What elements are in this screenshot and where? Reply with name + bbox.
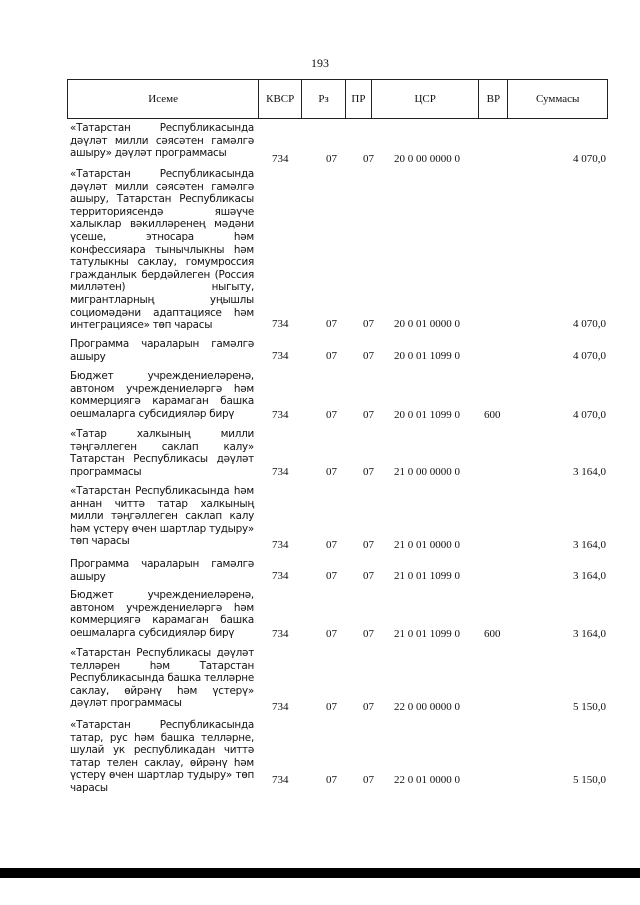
- row-vr: 600: [484, 409, 501, 421]
- row-pr: 07: [363, 570, 374, 582]
- row-rz: 07: [326, 539, 337, 551]
- row-csr: 20 0 00 0000 0: [394, 153, 460, 165]
- table-row: [67, 558, 608, 586]
- row-csr: 20 0 01 1099 0: [394, 350, 460, 362]
- table-row: [67, 370, 608, 424]
- row-kvsr: 734: [272, 701, 289, 713]
- header-vr: ВР: [479, 80, 508, 118]
- row-rz: 07: [326, 466, 337, 478]
- table-row: [67, 647, 608, 715]
- row-sum: 4 070,0: [573, 318, 606, 330]
- row-pr: 07: [363, 153, 374, 165]
- header-name: Исеме: [68, 80, 259, 118]
- row-sum: 3 164,0: [573, 466, 606, 478]
- table-row: [67, 122, 608, 166]
- row-kvsr: 734: [272, 570, 289, 582]
- row-name: «Татарстан Республикасы дәүләт телләрен һәм Татарстан Республикасында башка телләрне саклау, өйрәнү һәм үстерү» дәүләт программасы: [70, 647, 254, 710]
- row-rz: 07: [326, 350, 337, 362]
- row-rz: 07: [326, 318, 337, 330]
- row-pr: 07: [363, 539, 374, 551]
- row-csr: 21 0 01 1099 0: [394, 628, 460, 640]
- row-name: «Татарстан Республикасында дәүләт милли сәясәтен гамәлгә ашыру, Татарстан Республикасы территориясендә яшәүче халыклар вәкилләренең мәдәни үсеше, этносара һәм конфессияара тынычлыкны һәм татулыкны саклау, гомумроссия гражданлык бердәйлеген (Россия милләтен) ныгыту, мигрантларның уңышлы социомәдәни адаптациясе һәм интеграциясе» төп чарасы: [70, 168, 254, 332]
- row-name: Программа чараларын гамәлгә ашыру: [70, 338, 254, 363]
- row-sum: 5 150,0: [573, 701, 606, 713]
- row-csr: 20 0 01 1099 0: [394, 409, 460, 421]
- row-kvsr: 734: [272, 774, 289, 786]
- row-sum: 4 070,0: [573, 409, 606, 421]
- table-row: [67, 485, 608, 553]
- row-pr: 07: [363, 701, 374, 713]
- row-rz: 07: [326, 628, 337, 640]
- row-rz: 07: [326, 701, 337, 713]
- table-row: [67, 338, 608, 366]
- row-rz: 07: [326, 153, 337, 165]
- row-kvsr: 734: [272, 318, 289, 330]
- row-kvsr: 734: [272, 466, 289, 478]
- row-name: Программа чараларын гамәлгә ашыру: [70, 558, 254, 583]
- table-row: [67, 589, 608, 643]
- row-name: Бюджет учреждениеләренә, автоном учреждениеләргә һәм коммерциягә карамаган башка оешмаларга субсидияләр бирү: [70, 589, 254, 639]
- row-name: Бюджет учреждениеләренә, автоном учреждениеләргә һәм коммерциягә карамаган башка оешмаларга субсидияләр бирү: [70, 370, 254, 420]
- row-kvsr: 734: [272, 350, 289, 362]
- scan-border: [0, 868, 640, 878]
- table-header: [67, 79, 608, 119]
- row-sum: 3 164,0: [573, 570, 606, 582]
- row-rz: 07: [326, 570, 337, 582]
- header-kvsr: КВСР: [259, 80, 302, 118]
- header-pr: ПР: [346, 80, 372, 118]
- row-sum: 5 150,0: [573, 774, 606, 786]
- row-kvsr: 734: [272, 153, 289, 165]
- header-csr: ЦСР: [372, 80, 480, 118]
- row-pr: 07: [363, 628, 374, 640]
- row-pr: 07: [363, 774, 374, 786]
- row-rz: 07: [326, 409, 337, 421]
- row-name: «Татарстан Республикасында һәм аннан читтә татар халкының милли тәңгәллеген саклап калу һәм үстерү өчен шартлар тудыру» төп чарасы: [70, 485, 254, 548]
- header-sum: Суммасы: [535, 93, 580, 105]
- row-sum: 4 070,0: [573, 153, 606, 165]
- row-name: «Татарстан Республикасында татар, рус һәм башка телләрне, шулай ук республикадан читтә татар телен саклау, өйрәнү һәм үстерү өчен шартлар тудыру» төп чарасы: [70, 719, 254, 794]
- row-kvsr: 734: [272, 409, 289, 421]
- row-kvsr: 734: [272, 539, 289, 551]
- row-pr: 07: [363, 466, 374, 478]
- row-pr: 07: [363, 409, 374, 421]
- table-row: [67, 168, 608, 332]
- row-sum: 3 164,0: [573, 628, 606, 640]
- table-row: [67, 428, 608, 482]
- page-number: 193: [311, 56, 329, 70]
- row-name: «Татарстан Республикасында дәүләт милли сәясәтен гамәлгә ашыру» дәүләт программасы: [70, 122, 254, 160]
- header-rz: Рз: [302, 80, 346, 118]
- row-vr: 600: [484, 628, 501, 640]
- row-pr: 07: [363, 318, 374, 330]
- table-row: [67, 719, 608, 794]
- row-kvsr: 734: [272, 628, 289, 640]
- row-sum: 4 070,0: [573, 350, 606, 362]
- row-name: «Татар халкының милли тәңгәллеген саклап калу» Татарстан Республикасы дәүләт программасы: [70, 428, 254, 478]
- row-csr: 21 0 00 0000 0: [394, 466, 460, 478]
- row-rz: 07: [326, 774, 337, 786]
- row-csr: 20 0 01 0000 0: [394, 318, 460, 330]
- row-pr: 07: [363, 350, 374, 362]
- row-csr: 22 0 00 0000 0: [394, 701, 460, 713]
- row-csr: 22 0 01 0000 0: [394, 774, 460, 786]
- row-csr: 21 0 01 1099 0: [394, 570, 460, 582]
- row-csr: 21 0 01 0000 0: [394, 539, 460, 551]
- row-sum: 3 164,0: [573, 539, 606, 551]
